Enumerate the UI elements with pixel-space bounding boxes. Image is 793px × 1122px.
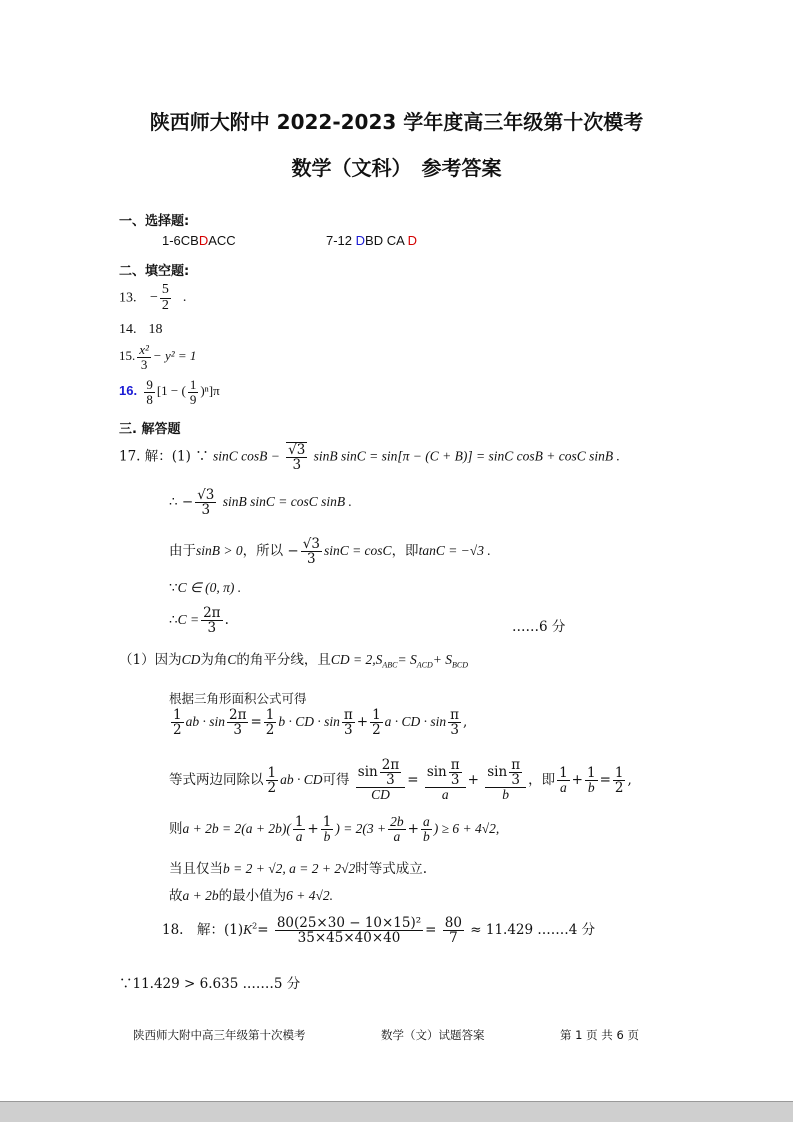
formula-text: ab · sin — [185, 714, 225, 730]
formula-text: b = 2 + √2, a = 2 + 2√2 — [223, 861, 356, 876]
formula-text: a + 2b — [182, 888, 219, 903]
section-heading-fill: 二、填空题: — [119, 264, 190, 279]
page-total: 6 — [616, 1028, 624, 1042]
footer-page-number — [560, 1027, 639, 1043]
q17-line-4: ∵C ∈ (0, π) . — [169, 580, 242, 596]
question-number: 15. — [119, 348, 136, 364]
formula-text: sinB sinC = cosC sinB . — [222, 494, 352, 510]
fraction-denominator: 7 — [449, 930, 458, 947]
text: ，即 — [528, 771, 556, 788]
formula-text: C = — [177, 612, 200, 628]
fraction-numerator: 9 — [146, 377, 153, 392]
q17-area-text: 根据三角形面积公式可得 — [169, 691, 307, 706]
text: ，即 — [391, 543, 419, 560]
text: 页 — [627, 1028, 639, 1042]
text: 可得 — [322, 771, 350, 788]
subscript: BCD — [451, 660, 468, 670]
formula-text: sinB > 0 — [196, 543, 243, 559]
question-number: 13. — [119, 290, 137, 306]
fraction-denominator: 9 — [189, 391, 197, 407]
page-current: 1 — [575, 1028, 583, 1042]
q17-area-formula: $\frac{1}{2}$ ab · sin $\frac{2\pi}{3}$ = $\frac{1}{2}$ b · CD · sin $\frac{\pi}{3}$ + $\frac{1}{2}$ a · CD · sin $\frac{\pi}{3}$ , — [173, 707, 468, 739]
page-title: 陕西师大附中 2022-2023 学年度高三年级第十次模考 — [149, 110, 644, 134]
answers-highlight: D — [407, 233, 418, 248]
answers-text: BD CA — [365, 233, 408, 248]
q17-equality-line — [169, 857, 427, 877]
answers-text: 7-12 — [326, 233, 356, 248]
fraction-denominator: 35×45×40×40 — [297, 930, 401, 947]
subscript: ABC — [382, 660, 398, 670]
formula-text: ) ≥ 6 + 4√2, — [433, 821, 500, 837]
answers-highlight: D — [355, 233, 366, 248]
q17-line-5: ∴C = $\frac{2\pi}{3}$ . — [169, 605, 229, 637]
answer-16: 16. $\frac{9}{8}$ [1 − ( $\frac{1}{9}$ )ⁿ]π — [119, 377, 220, 407]
answer-value: 18 — [148, 322, 163, 337]
formula-text: 6 + 4√2. — [286, 888, 334, 903]
text: 则 — [169, 821, 183, 838]
formula-text: a + 2b = 2(a + 2b)( — [182, 821, 291, 837]
answer-15: 15. $\frac{\text{x²}}{3}$ − y² = 1 — [119, 342, 197, 372]
fraction-denominator: 8 — [146, 391, 153, 407]
answer-14 — [119, 322, 163, 338]
q17-line-1: 17. 解：(1) ∵ sinC cosB − $\frac{√3}{3}$ sinB sinC = sin[π − (C + B)] = sinC cosB + cosC sinB . — [119, 442, 620, 474]
formula-text: sinC = cosC — [323, 543, 392, 559]
section-heading-choice: 一、选择题: — [119, 214, 190, 229]
formula-text: = S — [397, 652, 417, 667]
q17-divide-line: 等式两边同除以 $\frac{1}{2}$ ab · CD可得 sin $\frac{2\pi}{3}$ CD = sin $\frac{\pi}{3}$ a + sin $\frac{\pi}{3}$ b ，即 $\frac{1}{a}$ + $\frac{1}{b}$ = $\frac{1}{2}$ , — [169, 757, 632, 803]
formula-text: tanC = − — [418, 543, 470, 559]
answers-text: 1-6CB — [162, 233, 199, 248]
score-marker: ……6 分 — [512, 619, 566, 635]
formula-text: C — [227, 652, 237, 667]
q17-part2-intro — [119, 648, 468, 670]
text: 由于 — [169, 543, 196, 560]
formula-text: S — [375, 652, 383, 667]
formula-text: ab · CD — [280, 771, 323, 787]
answers-highlight: D — [198, 233, 209, 248]
formula-text: b · CD · sin — [278, 714, 340, 730]
text: 第 — [560, 1028, 572, 1042]
formula-text: 11.429 > 6.635 .……5 分 — [132, 976, 301, 992]
answer-13: 13. − $\frac{5}{2}$ . — [119, 282, 187, 313]
section-heading-solutions: 三. 解答题 — [119, 422, 181, 437]
fraction-numerator: 80 — [444, 915, 462, 931]
fraction-denominator: 2 — [161, 297, 169, 313]
question-number: 18. 解：(1) — [162, 922, 244, 939]
fraction-numerator: 1 — [189, 377, 197, 392]
choice-answers-7-12 — [326, 233, 417, 248]
fraction-numerator: 80(25×30 − 10×15)² — [276, 915, 422, 931]
text: ，所以 — [242, 543, 284, 560]
formula-text: + S — [432, 652, 452, 667]
formula-text: ≈ 11.429 .……4 分 — [470, 922, 596, 939]
formula-text: K — [243, 922, 253, 938]
formula-text: ) = 2(3 + — [335, 821, 387, 837]
answers-text: ACC — [208, 233, 236, 248]
q17-minimum-line — [169, 884, 333, 904]
q18-line-2: ∵11.429 > 6.635 .……5 分 — [119, 976, 301, 992]
footer-school: 陕西师大附中高三年级第十次模考 — [133, 1028, 306, 1042]
text: 等式两边同除以 — [169, 771, 264, 788]
text: 故 — [169, 888, 183, 904]
page-subtitle: 数学（文科） 参考答案 — [291, 156, 502, 180]
text: 为角 — [200, 652, 228, 668]
text: 当且仅当 — [169, 861, 223, 877]
footer-subject: 数学（文）试题答案 — [381, 1028, 485, 1042]
formula-text: a · CD · sin — [384, 714, 447, 730]
formula-text: CD = 2, — [330, 652, 376, 667]
q18-line-1: 18. 解：$(1)K^2=$ $\frac{\text{80(25×30 − 10×15)²}}{35\times 45\times 40\times 40}$ = $\frac{80}{7}$ ≈ 11.429 .……4 分 — [162, 915, 596, 947]
formula-text: CD — [181, 652, 201, 667]
subscript: ACD — [416, 660, 433, 670]
formula-text: sinB sinC = sin[π − (C + B)] = sinC cosB + cosC sinB . — [313, 448, 620, 464]
choice-answers-1-6 — [162, 233, 236, 248]
formula-text: sinC cosB − — [212, 448, 280, 464]
text: 页 共 — [586, 1028, 613, 1042]
viewer-bottom-bar — [0, 1102, 793, 1122]
q17-line-3: 由于sinB > 0，所以 − $\frac{√3}{3}$ sinC = cosC，即tanC = −√3 . — [169, 536, 491, 568]
fraction-numerator: 5 — [161, 282, 169, 297]
question-number: 16. — [119, 383, 138, 399]
question-number: 14. — [119, 322, 137, 337]
text: 的最小值为 — [218, 888, 287, 904]
q17-line-2: ∴ − $\frac{√3}{3}$ sinB sinC = cosC sinB . — [169, 487, 352, 519]
text: 时等式成立. — [355, 861, 428, 877]
text: （1）因为 — [119, 652, 182, 668]
question-number: 17. 解：(1) — [119, 448, 191, 465]
q17-inequality-line: 则a + 2b = 2(a + 2b)( $\frac{1}{a}$ + $\frac{1}{b}$ ) = 2(3 + $\frac{2b}{a}$ + $\frac{a}{b}$ ) ≥ 6 + 4√2, — [169, 814, 500, 845]
formula-text: C ∈ (0, π) . — [177, 580, 242, 595]
text: 的角平分线，且 — [236, 652, 331, 668]
